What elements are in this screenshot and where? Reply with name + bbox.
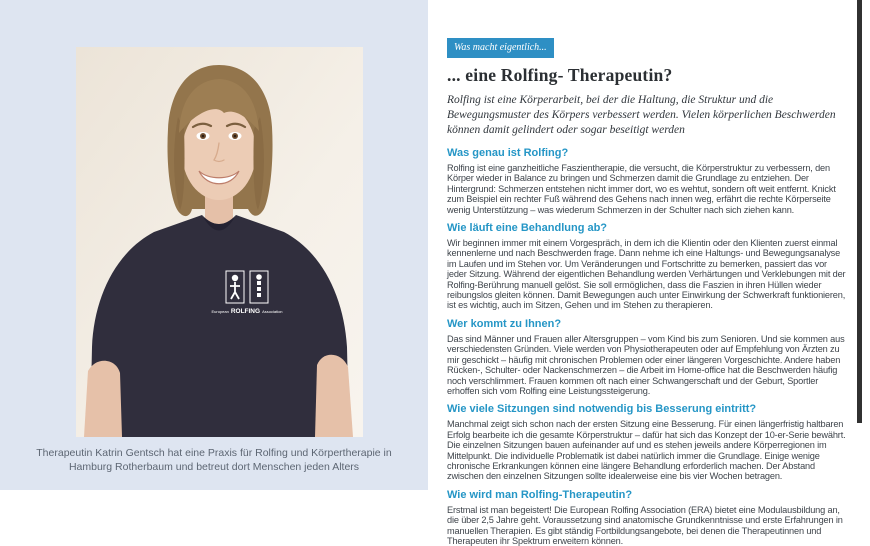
section-paragraph: Manchmal zeigt sich schon nach der ersten Sitzung eine Besserung. Für einen längerfristig haltbaren Erfolg bearbeite ich die gesamte Körperstruktur – dafür hat sich das Konzept der 10-er-Serie bewährt. Die einzelnen Sitzungen bauen aufeinander auf und es stehen jeweils andere Körperregionen im Mittelpunkt. Die individuelle Problematik ist dabei natürlich immer die Grundlage. Einige wenige chronische Erkrankungen können eine längere Behandlung erforderlich machen. Der Abstand zwischen den einzelnen Sitzungen sollte idealerweise eine bis vier Wochen betragen.: [447, 419, 846, 482]
article-section: [447, 222, 848, 311]
article-section: [447, 403, 848, 481]
therapist-photo: [76, 47, 363, 437]
therapist-portrait: [76, 47, 363, 437]
section-paragraph: Wir beginnen immer mit einem Vorgespräch, in dem ich die Klientin oder den Klienten zuerst einmal kennenlerne und nach Beschwerden frage. Dann nehme ich eine Haltungs- und Bewegungsanalyse im Laufen und im Stehen vor. Um Veränderungen und Fortschritte zu bemerken, passiert das vor jeder Sitzung. Während der eigentlichen Behandlung werden Verhärtungen und Verklebungen mit der Rolfing-Berührung manuell gelöst. Sie soll ermöglichen, dass die Faszien in ihren Hüllen wieder reibungslos gleiten können. Damit Bewegungen auch unter Einwirkung der Schwerkraft funktionieren, ist es wichtig, auch im Sitzen, Gehen und im Stehen zu therapieren.: [447, 238, 846, 311]
photo-caption: Therapeutin Katrin Gentsch hat eine Praxis für Rolfing und Körpertherapie in Hamburg Rotherbaum und betreut dort Menschen jeden Alters: [36, 447, 392, 473]
photo-panel: [0, 0, 428, 490]
scrollbar-thumb[interactable]: [857, 0, 862, 423]
section-heading: Wer kommt zu Ihnen?: [447, 317, 562, 330]
section-paragraph: Das sind Männer und Frauen aller Altersgruppen – vom Kind bis zum Senioren. Und sie kommen aus verschiedensten Gründen. Viele werden von Physiotherapeuten oder auf Empfehlung von Ärzten zu mir geschickt – häufig mit chronischen Problemen oder einer längeren Vorgeschichte. Andere haben Rücken-, Schulter- oder Nackenschmerzen – die Arbeit im Home-office hat die Beschwerden häufig noch verschlimmert. Frauen kommen oft nach einer Schwangerschaft und der Geburt, Sportler erhoffen sich vom Rolfing eine Leistungssteigerung.: [447, 333, 845, 396]
article-section: [447, 147, 848, 215]
section-heading: Was genau ist Rolfing?: [447, 147, 569, 159]
section-heading: Wie viele Sitzungen sind notwendig bis Besserung eintritt?: [447, 403, 757, 416]
section-paragraph: Rolfing ist eine ganzheitliche Faszientherapie, die versucht, die Körperstruktur zu verbessern, den Körper wieder in Balance zu bringen und Schmerzen damit die Grundlage zu entziehen. Der Hintergrund: Schmerzen entstehen nicht immer dort, wo es wehtut, sondern oft weit entfernt. Knickt zum Beispiel ein rechter Fuß während des Gehens nach innen weg, erfährt die rechte Körperseite wenig Unterstützung – was wiederum Schmerzen in der Schulter nach sich ziehen kann.: [447, 163, 836, 215]
article-section: [447, 318, 848, 396]
section-heading: Wie wird man Rolfing-Therapeutin?: [447, 488, 633, 501]
article-section: [447, 489, 848, 546]
section-heading: Wie läuft eine Behandlung ab?: [447, 222, 608, 235]
article-intro: Rolfing ist eine Körperarbeit, bei der die Haltung, die Struktur und die Bewegungsmuster des Körpers verbessert werden. Vielen körperlichen Beschwerden können damit gelindert oder sogar beseitigt werden: [447, 94, 836, 136]
shirt-logo-text: European ROLFING Association: [211, 308, 283, 315]
article-title: ... eine Rolfing- Therapeutin?: [447, 65, 673, 85]
section-paragraph: Erstmal ist man begeistert! Die European Rolfing Association (ERA) bietet eine Modulausbildung an, die über 2,5 Jahre geht. Voraussetzung sind anatomische Grundkenntnisse und erste Erfahrungen in manuellen Therapien. Es gibt ständig Fortbildungsangebote, bei denen die Therapeutinnen und Therapeuten ihr Spektrum erweitern können.: [447, 504, 843, 546]
left-arm: [84, 361, 122, 437]
rubric-badge[interactable]: Was macht eigentlich...: [447, 38, 554, 58]
article-content: [428, 0, 870, 546]
right-arm: [315, 355, 353, 437]
